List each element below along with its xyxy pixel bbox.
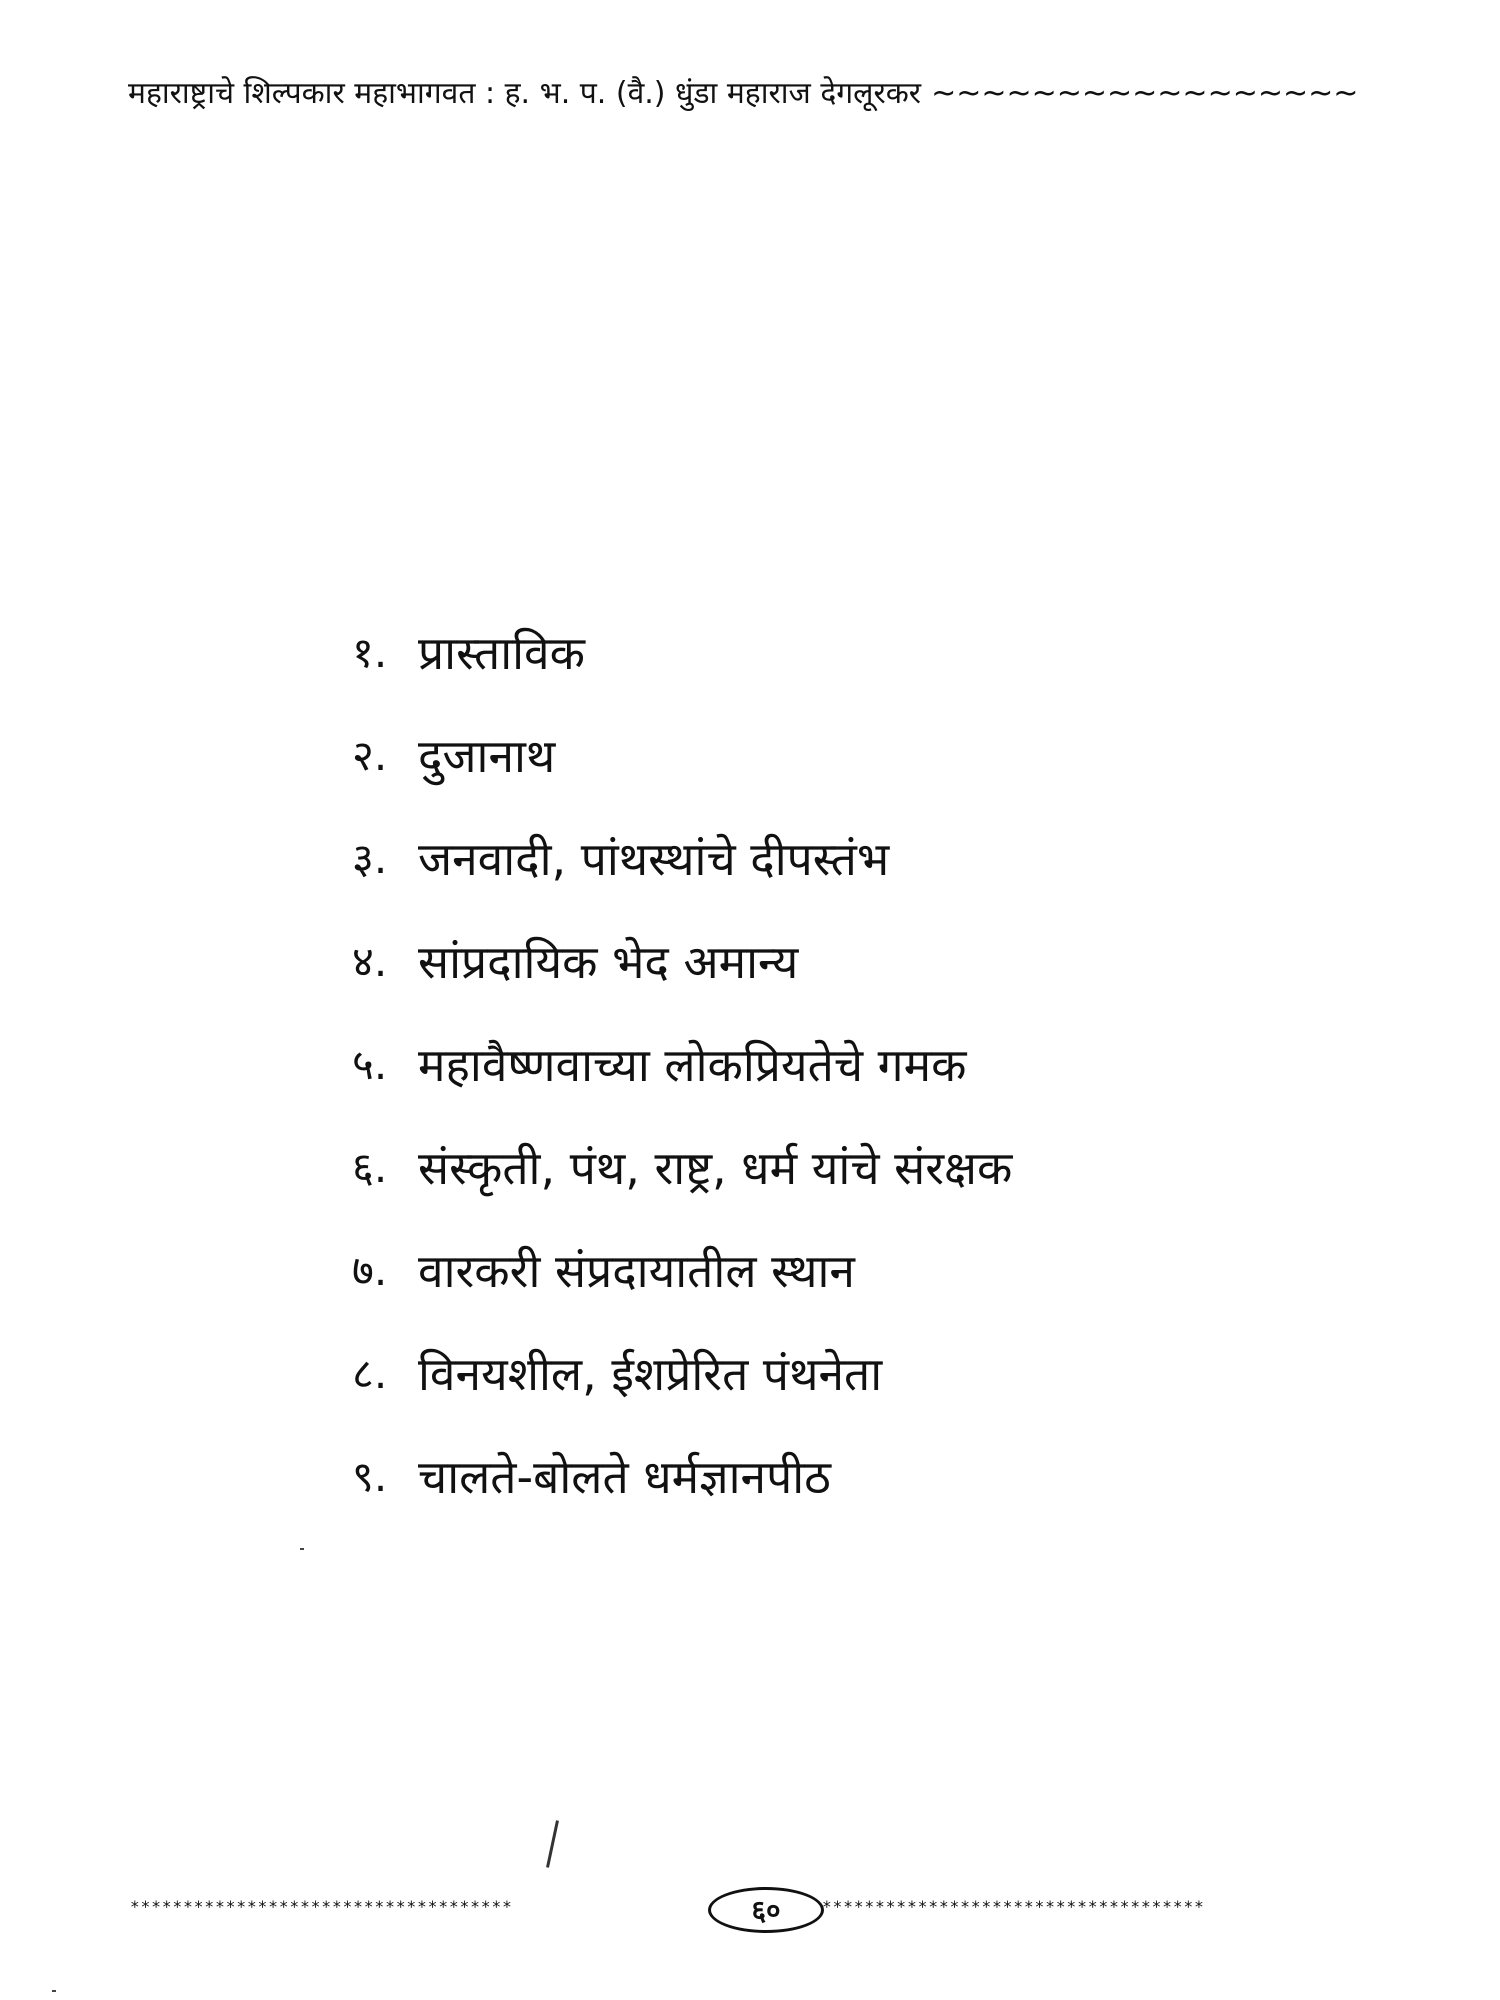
contents-item-number: ४. [352,937,388,986]
contents-item-number: २. [352,731,388,780]
scan-speck [52,1990,56,1992]
footer-stars-left: ************************************ [130,1897,513,1916]
contents-item [352,806,1012,909]
contents-item [352,1321,1012,1424]
contents-item-number: ५. [352,1040,388,1089]
contents-item-title: संस्कृती, पंथ, राष्ट्र, धर्म यांचे संरक्षक [418,1140,1013,1195]
contents-item-title: दुजानाथ [418,728,556,783]
contents-item [352,1115,1012,1218]
contents-item-title: सांप्रदायिक भेद अमान्य [418,934,799,989]
page-number: ६० [751,1894,781,1927]
page-number-oval [708,1887,824,1933]
contents-item-title: वारकरी संप्रदायातील स्थान [418,1243,855,1298]
running-header [128,72,1388,116]
contents-item-title: विनयशील, ईशप्रेरित पंथनेता [418,1346,883,1401]
contents-item [352,1218,1012,1321]
contents-item [352,600,1012,703]
contents-item-title: प्रास्ताविक [418,625,585,680]
contents-item-number: ३. [352,834,388,883]
contents-item-title: जनवादी, पांथस्थांचे दीपस्तंभ [418,831,890,886]
stray-pen-mark [546,1820,559,1868]
contents-item-number: १. [352,628,388,677]
footer-stars-right: ************************************ [822,1897,1205,1916]
footer-rule [130,1893,1396,1927]
header-tilde-rule: ~~~~~~~~~~~~~~~~~ [931,76,1359,111]
contents-item [352,1012,1012,1115]
contents-item-number: ७. [352,1246,388,1295]
contents-list [352,600,1012,1527]
contents-item-title: महावैष्णवाच्या लोकप्रियतेचे गमक [418,1037,967,1092]
contents-item [352,1424,1012,1527]
contents-item-number: ६. [352,1143,388,1192]
running-header-title: महाराष्ट्राचे शिल्पकार महाभागवत : ह. भ. प. (वै.) धुंडा महाराज देगलूरकर [128,76,922,111]
contents-item [352,703,1012,806]
contents-item-number: ८. [352,1349,388,1398]
scan-speck [300,1548,304,1550]
contents-item [352,909,1012,1012]
contents-item-title: चालते-बोलते धर्मज्ञानपीठ [418,1449,831,1504]
contents-item-number: ९. [352,1452,388,1501]
